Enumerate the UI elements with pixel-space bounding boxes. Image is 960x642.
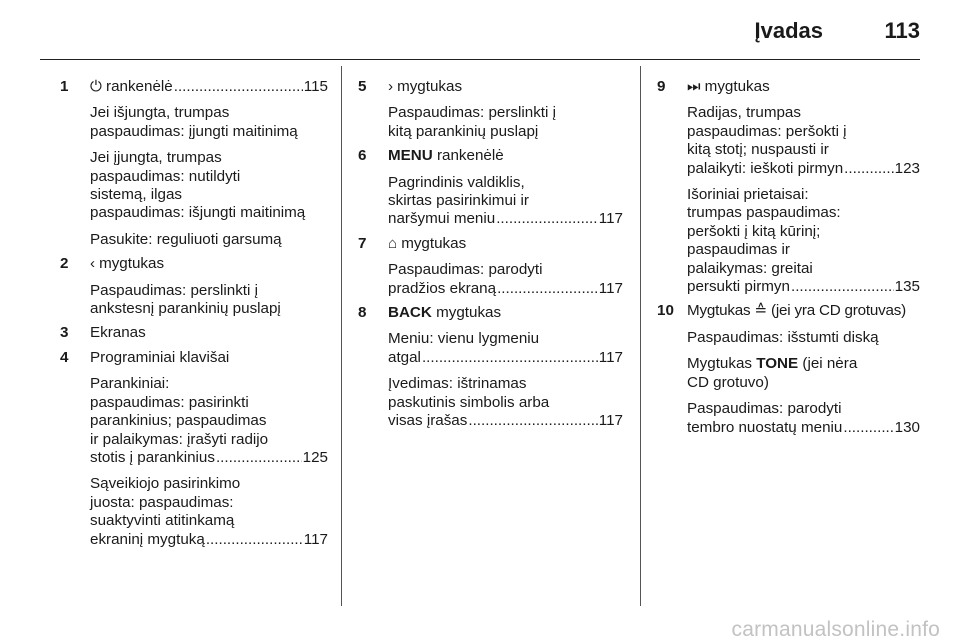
text-line: paspaudimas: pasirinkti <box>90 393 249 411</box>
eject-icon: ≙ <box>754 302 767 320</box>
text-line: peršokti į kitą kūrinį; <box>687 222 821 240</box>
entry-9 <box>657 78 920 296</box>
text-line: skirtas pasirinkimui ir <box>388 192 529 210</box>
page-ref[interactable]: 135 <box>894 278 920 296</box>
text-line: Jei įjungta, trumpas <box>90 149 222 167</box>
entry-number: 8 <box>358 304 367 322</box>
text-line: kitą stotį; nuspausti ir <box>687 141 829 159</box>
page-ref[interactable]: 130 <box>894 418 920 436</box>
column-1 <box>60 78 328 549</box>
text-line: sistemą, ilgas <box>90 186 183 204</box>
text-line: Pasukite: reguliuoti garsumą <box>90 230 282 248</box>
section-title: Įvadas <box>754 18 823 43</box>
entry-number: 5 <box>358 78 367 95</box>
page-ref[interactable]: 117 <box>598 412 623 430</box>
entry-label: mygtukas <box>397 78 463 95</box>
column-divider-2 <box>640 66 641 606</box>
text-line: stotis į parankinius <box>90 448 215 466</box>
text-line: Meniu: vienu lygmeniu <box>388 330 540 348</box>
text-line: juosta: paspaudimas: <box>90 493 234 511</box>
text-line: Pagrindinis valdiklis, <box>388 173 525 191</box>
text-line: Įvedimas: ištrinamas <box>388 375 527 393</box>
page-ref[interactable]: 117 <box>303 530 328 548</box>
text-line: kitą parankinių puslapį <box>388 122 539 140</box>
key-name: TONE <box>756 355 799 373</box>
chevron-right-icon: › <box>388 78 394 95</box>
column-2 <box>358 78 623 431</box>
text-line: Parankiniai: <box>90 375 170 393</box>
text-line: Paspaudimas: perslinkti į <box>90 281 258 299</box>
entry-number: 6 <box>358 147 367 165</box>
entry-number: 7 <box>358 234 367 252</box>
text-line: tembro nuostatų meniu <box>687 418 843 436</box>
chevron-left-icon: ‹ <box>90 255 96 273</box>
entry-label-suffix: (jei yra CD grotuvas) <box>770 302 907 320</box>
entry-3 <box>60 324 328 342</box>
text-line: atgal <box>388 348 421 366</box>
key-name: MENU <box>388 147 433 165</box>
text-line: CD grotuvo) <box>687 373 769 391</box>
entry-label: rankenėlė <box>436 147 504 165</box>
entry-6 <box>358 147 623 229</box>
entry-label: Ekranas <box>90 324 146 342</box>
text-line: Paspaudimas: išstumti diską <box>687 328 879 346</box>
entry-number: 10 <box>657 302 674 320</box>
entry-7 <box>358 235 623 298</box>
text-line: paspaudimas: peršokti į <box>687 122 847 140</box>
text-line: parankinius; paspaudimas <box>90 412 267 430</box>
text-line: persukti pirmyn <box>687 278 790 296</box>
text-line: pradžios ekraną <box>388 279 497 297</box>
text-line: palaikymas: greitai <box>687 259 813 277</box>
text-line: Radijas, trumpas <box>687 104 801 122</box>
text-line: palaikyti: ieškoti pirmyn <box>687 159 844 177</box>
page-number: 113 <box>884 18 920 43</box>
text-line: paspaudimas ir <box>687 241 790 259</box>
entry-number: 4 <box>60 348 69 366</box>
text-line: visas įrašas <box>388 412 468 430</box>
next-track-icon: ⏭ <box>687 78 701 95</box>
text-line: Paspaudimas: parodyti <box>687 400 842 418</box>
entry-8 <box>358 304 623 430</box>
text-line: paspaudimas: įjungti maitinimą <box>90 122 298 140</box>
entry-label: rankenėlė <box>106 78 173 95</box>
entry-label: mygtukas <box>436 304 502 322</box>
watermark: carmanualsonline.info <box>731 618 940 641</box>
entry-label: Mygtukas <box>687 302 751 320</box>
entry-label: mygtukas <box>401 234 467 252</box>
column-divider-1 <box>341 66 342 606</box>
entry-1 <box>60 78 328 249</box>
text-line: ankstesnį parankinių puslapį <box>90 300 281 318</box>
page-ref[interactable]: 117 <box>598 210 623 228</box>
page-ref[interactable]: 115 <box>303 78 328 95</box>
entry-5 <box>358 78 623 141</box>
text-line: suaktyvinti atitinkamą <box>90 512 235 530</box>
key-name: BACK <box>388 304 432 322</box>
text-line: paspaudimas: nutildyti <box>90 167 241 185</box>
text-line: paspaudimas: išjungti maitinimą <box>90 204 306 222</box>
text-line: Paspaudimas: parodyti <box>388 261 543 279</box>
page-ref[interactable]: 117 <box>598 279 623 297</box>
entry-number: 1 <box>60 78 69 95</box>
text-fragment: Mygtukas <box>687 355 752 373</box>
power-icon: ⏻ <box>90 78 103 95</box>
header-rule <box>40 59 920 60</box>
text-line: trumpas paspaudimas: <box>687 204 841 222</box>
column-3 <box>657 78 920 437</box>
entry-10 <box>657 302 920 436</box>
text-line: Sąveikiojo pasirinkimo <box>90 475 241 493</box>
home-icon: ⌂ <box>388 234 398 252</box>
text-line: ir palaikymas: įrašyti radijo <box>90 430 269 448</box>
text-fragment: (jei nėra <box>802 355 858 373</box>
page-ref[interactable]: 117 <box>598 348 623 366</box>
entry-number: 3 <box>60 324 69 342</box>
text-line: paskutinis simbolis arba <box>388 393 550 411</box>
entry-4 <box>60 349 328 549</box>
text-line: ekraninį mygtuką <box>90 530 205 548</box>
entry-number: 9 <box>657 78 666 95</box>
text-line: naršymui meniu <box>388 210 496 228</box>
text-line: Išoriniai prietaisai: <box>687 186 809 204</box>
page-ref[interactable]: 123 <box>894 159 920 177</box>
entry-label: Programiniai klavišai <box>90 348 230 366</box>
entry-label: mygtukas <box>99 255 165 273</box>
entry-2 <box>60 255 328 318</box>
text-line: Jei išjungta, trumpas <box>90 104 230 122</box>
entry-label: mygtukas <box>704 78 770 95</box>
entry-number: 2 <box>60 255 69 273</box>
text-line: Paspaudimas: perslinkti į <box>388 104 556 122</box>
page-ref[interactable]: 125 <box>302 448 328 466</box>
